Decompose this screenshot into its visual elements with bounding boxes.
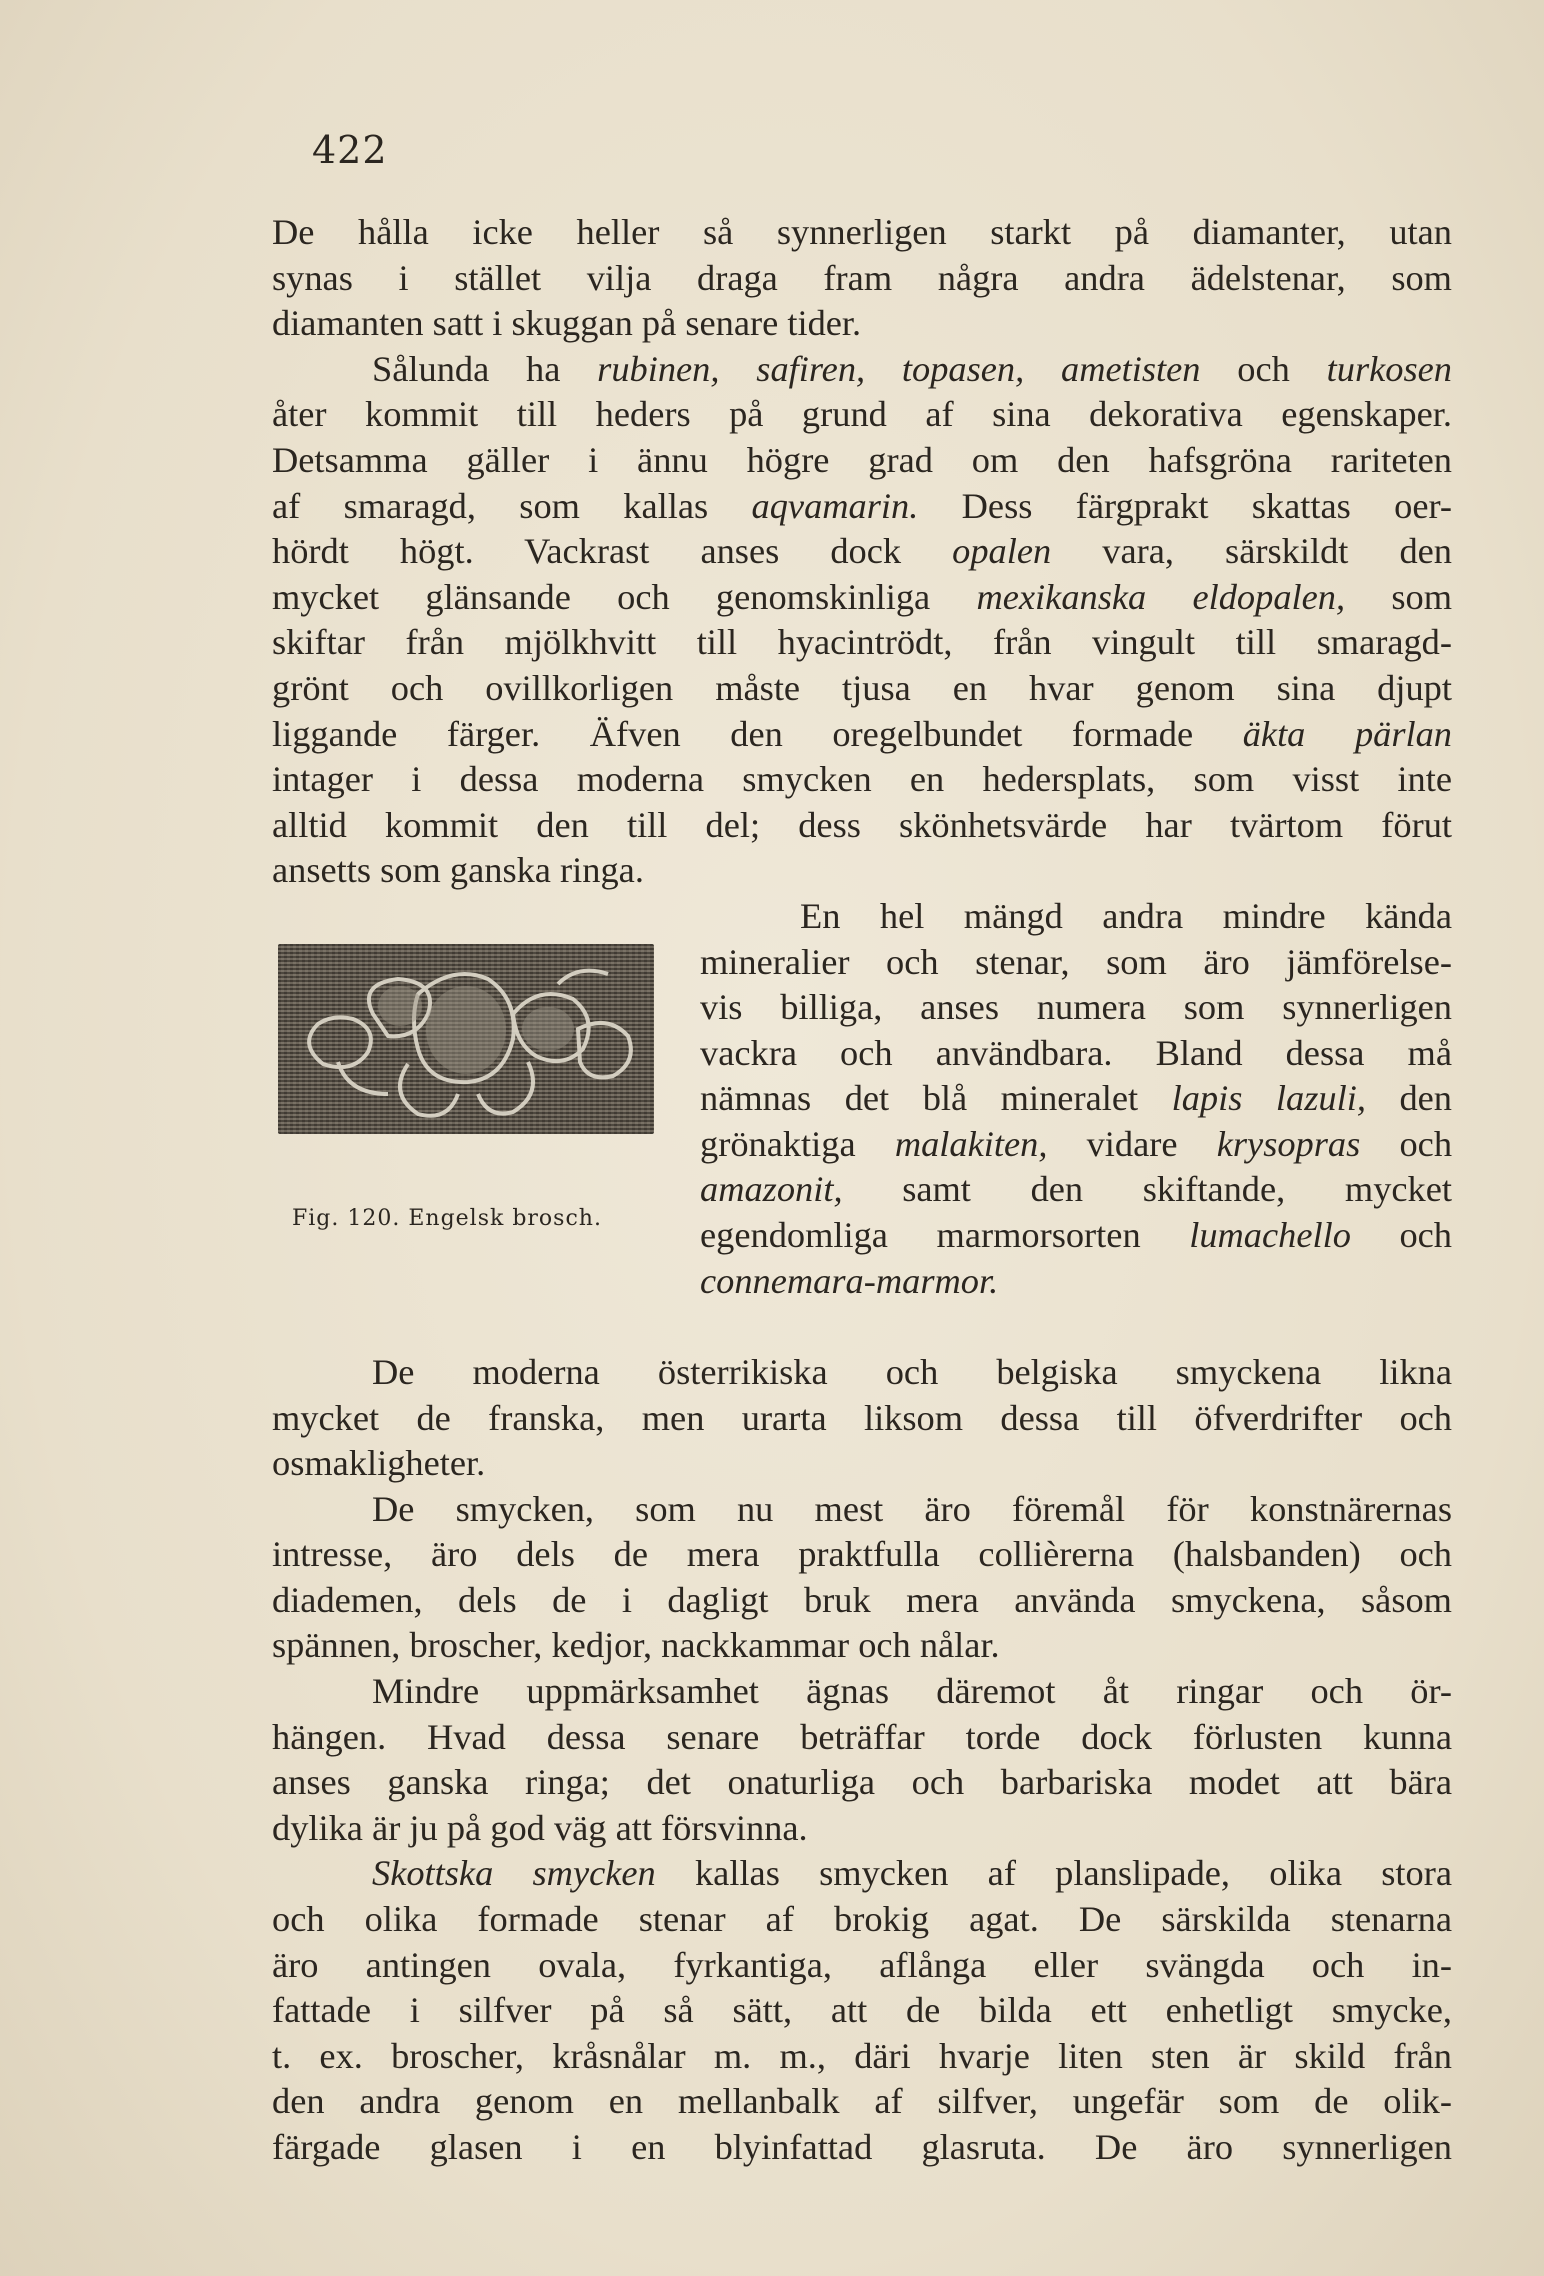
- text-line: synas i stället vilja draga fram några andra ädelstenar, som: [272, 257, 1452, 298]
- text-line: diademen, dels de i dagligt bruk mera använda smyckena, såsom: [272, 1579, 1452, 1620]
- text-line: den andra genom en mellanbalk af silfver, ungefär som de olik-: [272, 2081, 1452, 2122]
- brooch-drawing: [278, 944, 654, 1134]
- text-line: mineralier och stenar, som äro jämförelse-: [700, 941, 1452, 982]
- text-line: intager i dessa moderna smycken en hedersplats, som visst inte: [272, 759, 1452, 800]
- paragraph-2: [272, 347, 1452, 894]
- text-line: De smycken, som nu mest äro föremål för konstnärernas: [372, 1488, 1452, 1529]
- text-line: grönaktiga malakiten, vidare krysopras och: [700, 1123, 1453, 1164]
- text-line: äro antingen ovala, fyrkantiga, aflånga eller svängda och in-: [272, 1944, 1452, 1985]
- text-line: Mindre uppmärksamhet ägnas däremot åt ringar och ör-: [372, 1671, 1452, 1712]
- figure-120: [272, 894, 672, 1350]
- text-line: ansetts som ganska ringa.: [272, 850, 644, 891]
- body-text: [272, 210, 1452, 2171]
- text-line: åter kommit till heders på grund af sina dekorativa egenskaper.: [272, 394, 1452, 435]
- text-line: spännen, broscher, kedjor, nackkammar och nålar.: [272, 1625, 1000, 1666]
- text-line: mycket de franska, men urarta liksom dessa till öfverdrifter och: [272, 1397, 1452, 1438]
- text-line: De moderna österrikiska och belgiska smyckena likna: [372, 1351, 1452, 1392]
- text-line: anses ganska ringa; det onaturliga och barbariska modet att bära: [272, 1762, 1452, 1803]
- text-line: De hålla icke heller så synnerligen starkt på diamanter, utan: [272, 212, 1452, 252]
- text-line: af smaragd, som kallas aqvamarin. Dess färgprakt skattas oer-: [272, 485, 1452, 526]
- paragraph-6: [272, 1851, 1452, 2170]
- text-line: och olika formade stenar af brokig agat. De särskilda stenarna: [272, 1899, 1452, 1940]
- brooch-illustration: [278, 944, 654, 1134]
- text-line: Sålunda ha rubinen, safiren, topasen, ametisten och turkosen: [372, 348, 1452, 389]
- paragraph-1: [272, 210, 1452, 347]
- paragraph-float: [700, 894, 1452, 1304]
- figure-section: [272, 894, 1452, 1350]
- paragraph-3: [272, 1350, 1452, 1487]
- text-line: mycket glänsande och genomskinliga mexikanska eldopalen, som: [272, 576, 1452, 617]
- text-line: färgade glasen i en blyinfattad glasruta. De äro synnerligen: [272, 2127, 1452, 2167]
- text-line: Skottska smycken kallas smycken af planslipade, olika stora: [372, 1853, 1452, 1894]
- text-line: intresse, äro dels de mera praktfulla collièrerna (halsbanden) och: [272, 1534, 1452, 1575]
- paragraph-4: [272, 1487, 1452, 1669]
- text-line: vackra och användbara. Bland dessa må: [700, 1032, 1452, 1073]
- text-line: fattade i silfver på så sätt, att de bilda ett enhetligt smycke,: [272, 1990, 1452, 2031]
- text-line: alltid kommit den till del; dess skönhetsvärde har tvärtom förut: [272, 804, 1452, 845]
- paragraph-5: [272, 1669, 1452, 1851]
- text-line: vis billiga, anses numera som synnerligen: [700, 987, 1452, 1028]
- text-line: liggande färger. Äfven den oregelbundet formade äkta pärlan: [272, 713, 1452, 754]
- text-line: amazonit, samt den skiftande, mycket: [700, 1169, 1452, 1210]
- text-line: Detsamma gäller i ännu högre grad om den hafsgröna rariteten: [272, 439, 1452, 480]
- text-line: hördt högt. Vackrast anses dock opalen vara, särskildt den: [272, 531, 1452, 572]
- text-line: osmakligheter.: [272, 1443, 486, 1484]
- text-line: t. ex. broscher, kråsnålar m. m., däri hvarje liten sten är skild från: [272, 2035, 1452, 2076]
- text-line: diamanten satt i skuggan på senare tider.: [272, 303, 862, 344]
- figure-caption: Fig. 120. Engelsk brosch.: [292, 1205, 602, 1231]
- text-line: connemara-marmor.: [700, 1260, 999, 1301]
- text-line: nämnas det blå mineralet lapis lazuli, den: [700, 1078, 1452, 1119]
- text-line: skiftar från mjölkhvitt till hyacintrödt, från vingult till smaragd-: [272, 622, 1452, 663]
- text-line: hängen. Hvad dessa senare beträffar torde dock förlusten kunna: [272, 1716, 1452, 1757]
- text-line: grönt och ovillkorligen måste tjusa en hvar genom sina djupt: [272, 667, 1452, 708]
- text-line: En hel mängd andra mindre kända: [800, 895, 1452, 936]
- page-number: 422: [312, 128, 388, 172]
- text-line: egendomliga marmorsorten lumachello och: [700, 1215, 1452, 1256]
- text-line: dylika är ju på god väg att försvinna.: [272, 1807, 808, 1848]
